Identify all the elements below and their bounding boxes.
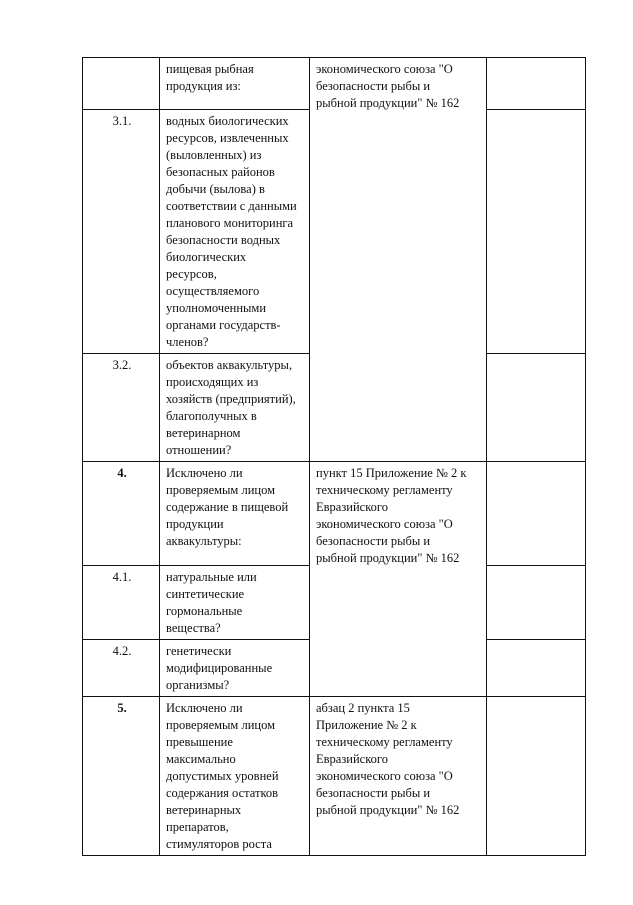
question-line: допустимых уровней [166, 769, 279, 783]
question-line: препаратов, [166, 820, 229, 834]
table-row [83, 58, 586, 110]
reference-line: техническому регламенту [316, 483, 453, 497]
reference-line: экономического союза "О [316, 517, 453, 531]
question-line: добычи (вылова) в [166, 182, 265, 196]
reference-line: рыбной продукции" № 162 [316, 551, 460, 565]
item-number-cell [83, 354, 160, 462]
checklist-table [82, 57, 586, 856]
reference-line: рыбной продукции" № 162 [316, 803, 460, 817]
question-line: отношении? [166, 443, 232, 457]
question-line: натуральные или [166, 570, 257, 584]
question-line: безопасных районов [166, 165, 275, 179]
question-line: пищевая рыбная [166, 62, 254, 76]
question-line: стимуляторов роста [166, 837, 272, 851]
item-number-cell [83, 58, 160, 110]
item-number-cell [83, 462, 160, 566]
question-cell [160, 462, 310, 566]
question-line: ветеринарном [166, 426, 241, 440]
question-line: органами государств- [166, 318, 281, 332]
question-line: гормональные [166, 604, 243, 618]
empty-cell [487, 110, 586, 354]
item-number-cell [83, 640, 160, 697]
reference-line: экономического союза "О [316, 769, 453, 783]
empty-cell [487, 354, 586, 462]
question-line: модифицированные [166, 661, 273, 675]
table-row [83, 697, 586, 856]
question-cell [160, 58, 310, 110]
reference-line: безопасности рыбы и [316, 534, 431, 548]
reference-line: абзац 2 пункта 15 [316, 701, 410, 715]
empty-cell [487, 640, 586, 697]
reference-line: Евразийского [316, 752, 388, 766]
item-number: 4.1. [112, 570, 132, 584]
question-line: осуществляемого [166, 284, 260, 298]
item-number: 5. [117, 701, 127, 715]
reference-line: пункт 15 Приложение № 2 к [316, 466, 467, 480]
question-cell [160, 697, 310, 856]
question-line: ресурсов, [166, 267, 217, 281]
question-line: превышение [166, 735, 233, 749]
question-cell [160, 354, 310, 462]
reference-line: безопасности рыбы и [316, 786, 431, 800]
question-line: ветеринарных [166, 803, 242, 817]
question-line: благополучных в [166, 409, 257, 423]
item-number-cell [83, 110, 160, 354]
question-line: проверяемым лицом [166, 483, 275, 497]
question-line: вещества? [166, 621, 221, 635]
question-line: Исключено ли [166, 701, 243, 715]
reference-cell [310, 58, 487, 462]
reference-line: безопасности рыбы и [316, 79, 431, 93]
item-number-cell [83, 566, 160, 640]
question-cell [160, 640, 310, 697]
reference-cell [310, 697, 487, 856]
reference-line: техническому регламенту [316, 735, 453, 749]
question-line: водных биологических [166, 114, 289, 128]
empty-cell [487, 697, 586, 856]
question-line: соответствии с данными [166, 199, 297, 213]
empty-cell [487, 58, 586, 110]
question-line: членов? [166, 335, 209, 349]
item-number: 4.2. [112, 644, 132, 658]
question-line: организмы? [166, 678, 230, 692]
empty-cell [487, 462, 586, 566]
question-line: аквакультуры: [166, 534, 242, 548]
question-line: планового мониторинга [166, 216, 294, 230]
item-number: 3.1. [112, 114, 132, 128]
item-number-cell [83, 697, 160, 856]
reference-line: Приложение № 2 к [316, 718, 417, 732]
reference-cell [310, 462, 487, 697]
question-line: хозяйств (предприятий), [166, 392, 296, 406]
question-line: безопасности водных [166, 233, 281, 247]
question-line: продукции [166, 517, 224, 531]
question-cell [160, 566, 310, 640]
question-line: Исключено ли [166, 466, 243, 480]
question-line: (выловленных) из [166, 148, 262, 162]
question-line: уполномоченными [166, 301, 267, 315]
question-line: максимально [166, 752, 236, 766]
item-number: 3.2. [112, 358, 132, 372]
reference-line: экономического союза "О [316, 62, 453, 76]
question-line: синтетические [166, 587, 245, 601]
question-line: биологических [166, 250, 247, 264]
question-line: содержание в пищевой [166, 500, 289, 514]
empty-cell [487, 566, 586, 640]
reference-line: рыбной продукции" № 162 [316, 96, 460, 110]
question-line: продукция из: [166, 79, 241, 93]
question-line: генетически [166, 644, 232, 658]
question-line: происходящих из [166, 375, 259, 389]
question-line: проверяемым лицом [166, 718, 275, 732]
reference-line: Евразийского [316, 500, 388, 514]
question-cell [160, 110, 310, 354]
item-number: 4. [117, 466, 127, 480]
question-line: содержания остатков [166, 786, 279, 800]
question-line: объектов аквакультуры, [166, 358, 293, 372]
question-line: ресурсов, извлеченных [166, 131, 289, 145]
table-row [83, 462, 586, 566]
